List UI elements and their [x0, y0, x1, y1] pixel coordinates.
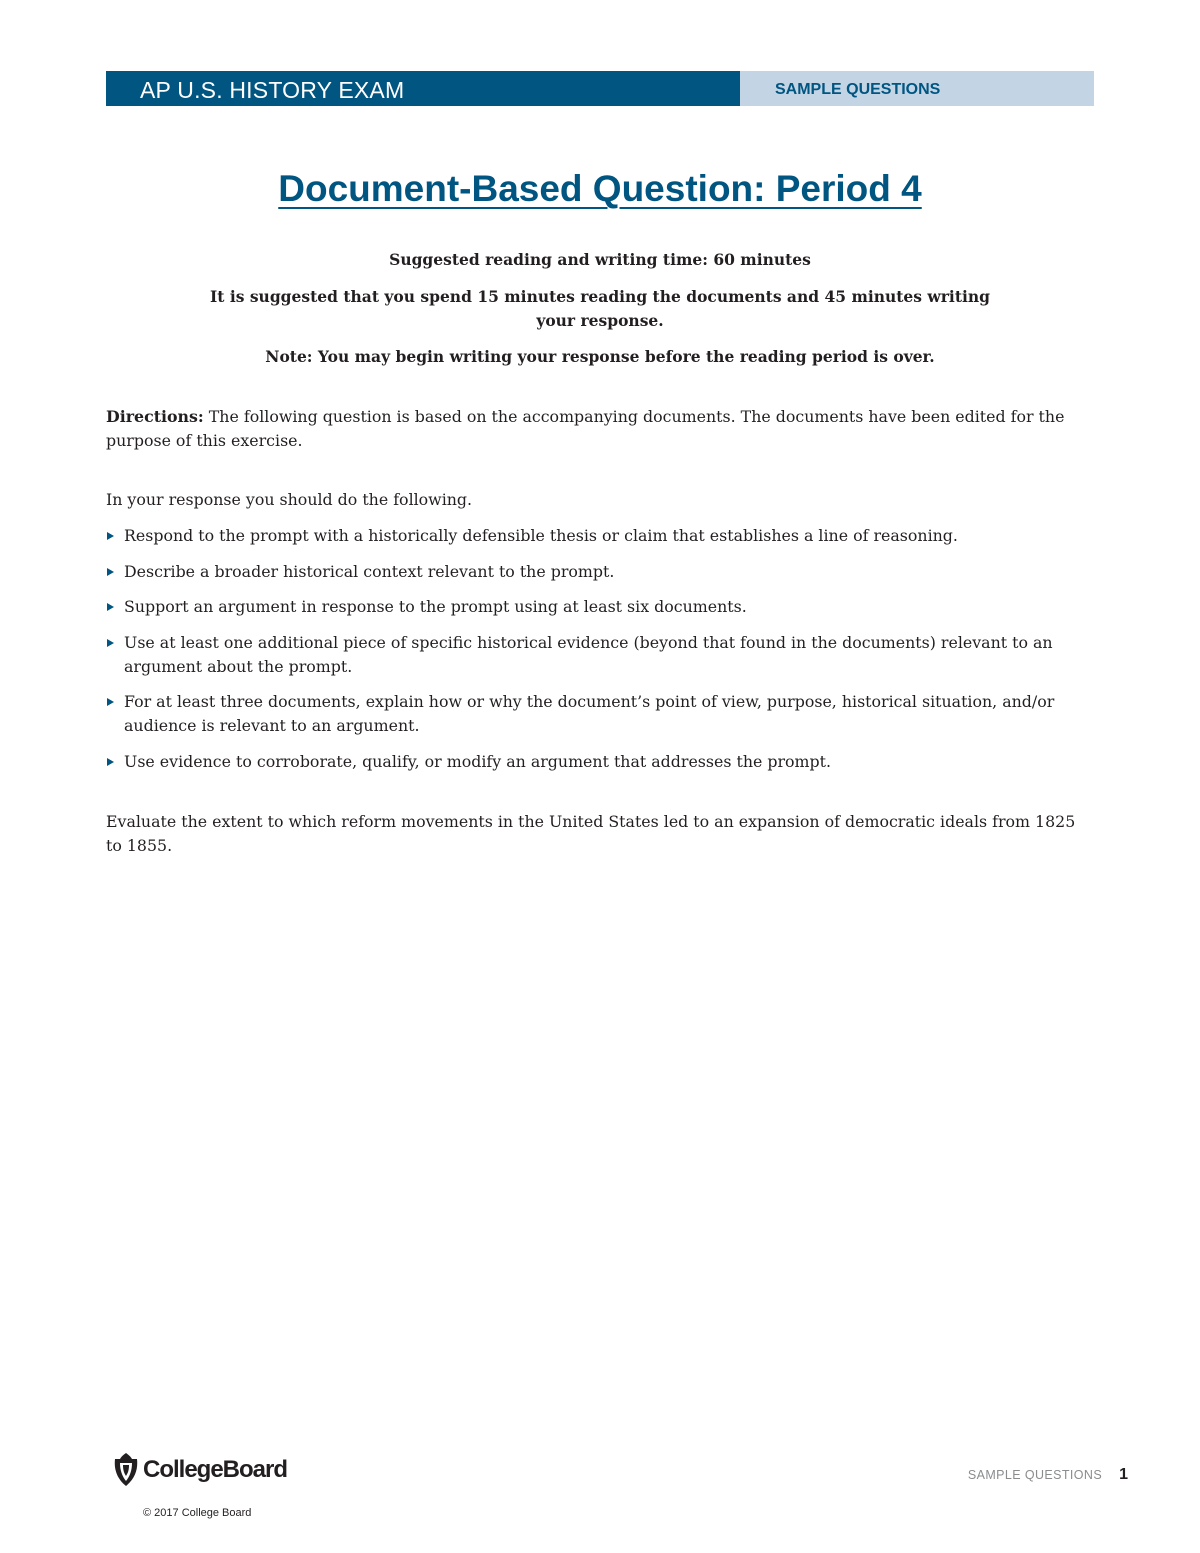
instructions-list	[106, 524, 1096, 785]
header-exam-panel	[106, 71, 740, 106]
directions-label: Directions:	[106, 407, 204, 426]
suggested-time: Suggested reading and writing time: 60 minutes	[389, 250, 811, 269]
list-item	[106, 631, 1096, 679]
copyright: © 2017 College Board	[143, 1507, 252, 1519]
list-item	[106, 690, 1096, 738]
list-item-text: Support an argument in response to the prompt using at least six documents.	[124, 597, 747, 616]
acorn-shield-icon	[112, 1452, 140, 1488]
time-suggestion-line2: your response.	[536, 311, 664, 330]
triangle-bullet-icon	[107, 698, 114, 706]
header-bar	[106, 71, 1094, 106]
time-suggestion-line1: It is suggested that you spend 15 minutes reading the documents and 45 minutes writing	[210, 287, 990, 306]
list-item	[106, 750, 1096, 774]
instructions-intro: In your response you should do the following.	[106, 490, 473, 509]
triangle-bullet-icon	[107, 532, 114, 540]
triangle-bullet-icon	[107, 639, 114, 647]
page-number: 1	[1119, 1466, 1128, 1483]
list-item-text: Use at least one additional piece of specific historical evidence (beyond that found in the documents) relevant to an argument about the prompt.	[124, 632, 1053, 676]
triangle-bullet-icon	[107, 758, 114, 766]
list-item	[106, 560, 1096, 584]
list-item-text: For at least three documents, explain how or why the document’s point of view, purpose, historical situation, and/or audience is relevant to an argument.	[124, 692, 1055, 735]
logo-wordmark: CollegeBoard	[143, 1456, 288, 1483]
college-board-logo	[112, 1452, 287, 1488]
time-suggestion	[150, 285, 1050, 333]
triangle-bullet-icon	[107, 603, 114, 611]
list-item	[106, 524, 1096, 548]
essay-prompt: Evaluate the extent to which reform movements in the United States led to an expansion of democratic ideals from 1825 to 1855.	[106, 812, 1076, 855]
exam-title: AP U.S. HISTORY EXAM	[140, 77, 405, 103]
list-item	[106, 595, 1096, 619]
directions-text: The following question is based on the accompanying documents. The documents have been edited for the purpose of this exercise.	[106, 407, 1065, 450]
triangle-bullet-icon	[107, 568, 114, 576]
page-title: Document-Based Question: Period 4	[278, 168, 922, 209]
directions	[106, 405, 1096, 453]
section-label: SAMPLE QUESTIONS	[775, 80, 941, 98]
list-item-text: Describe a broader historical context relevant to the prompt.	[124, 561, 615, 581]
footer-section-label: SAMPLE QUESTIONS	[967, 1468, 1103, 1482]
header-section-panel	[740, 71, 1094, 106]
list-item-text: Use evidence to corroborate, qualify, or modify an argument that addresses the prompt.	[124, 751, 832, 771]
page-footer	[968, 1466, 1128, 1484]
reading-note: Note: You may begin writing your response before the reading period is over.	[265, 347, 935, 366]
list-item-text: Respond to the prompt with a historically defensible thesis or claim that establishes a line of reasoning.	[124, 526, 958, 545]
